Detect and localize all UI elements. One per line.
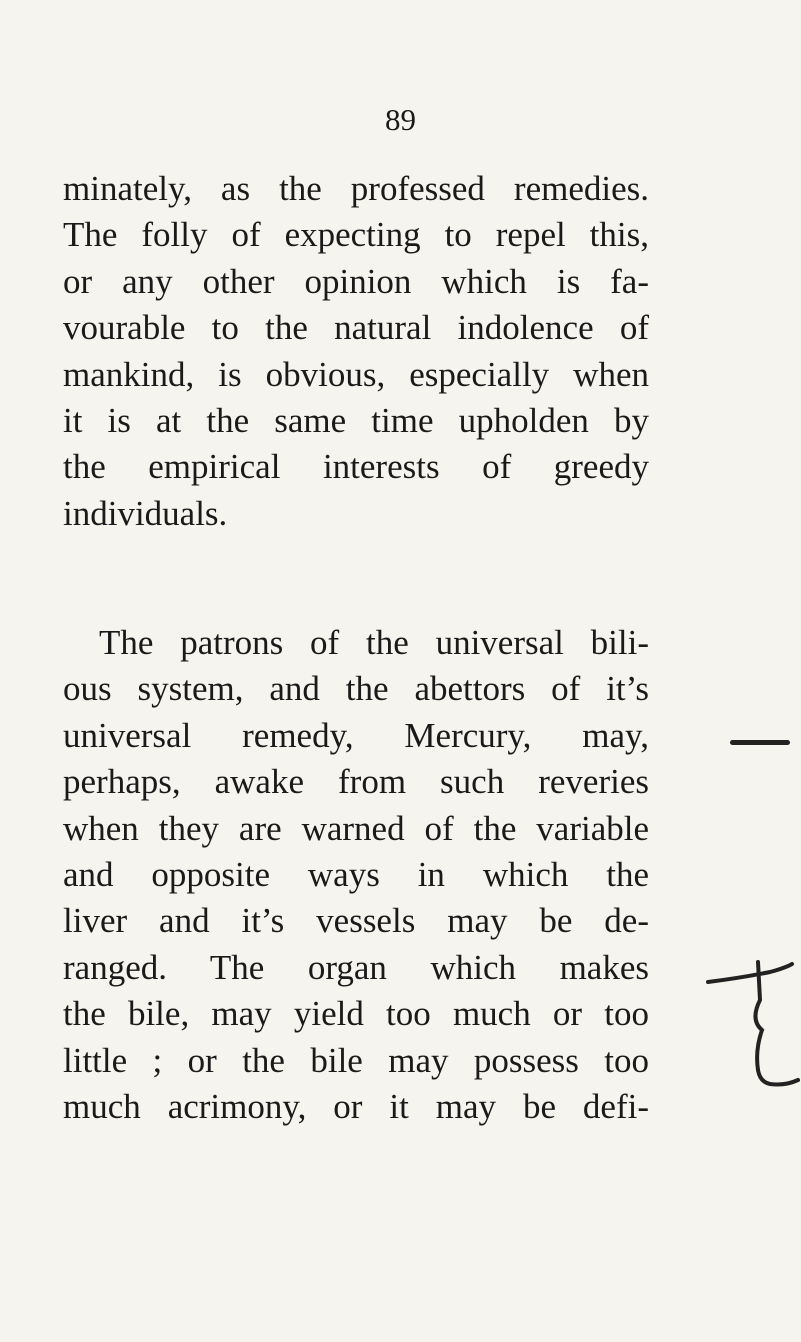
paragraph-1 — [63, 166, 649, 537]
text-line: and opposite ways in which the — [63, 854, 649, 894]
margin-bracket-mark — [700, 960, 800, 1100]
paragraph-2 — [63, 620, 649, 1130]
text-line: The patrons of the universal bili- — [99, 623, 649, 662]
text-line: the empirical interests of greedy — [63, 447, 649, 487]
text-line: ous system, and the abettors of it’s — [63, 669, 649, 709]
text-line: liver and it’s vessels may be de- — [63, 901, 649, 941]
text-line: mankind, is obvious, especially when — [63, 354, 649, 394]
text-line: it is at the same time upholden by — [63, 400, 649, 440]
text-line: the bile, may yield too much or too — [63, 994, 649, 1034]
text-line: vourable to the natural indolence of — [63, 308, 649, 348]
text-line: perhaps, awake from such reveries — [63, 762, 649, 802]
text-line: universal remedy, Mercury, may, — [63, 715, 649, 755]
margin-dash-mark — [730, 740, 790, 745]
text-line: ranged. The organ which makes — [63, 947, 649, 987]
text-line: when they are warned of the variable — [63, 808, 649, 848]
text-line: much acrimony, or it may be defi- — [63, 1086, 649, 1126]
text-line: minately, as the professed remedies. — [63, 169, 649, 208]
page-number: 89 — [385, 102, 416, 137]
text-line: or any other opinion which is fa- — [63, 261, 649, 301]
text-line: The folly of expecting to repel this, — [63, 215, 649, 255]
text-line: little ; or the bile may possess too — [63, 1040, 649, 1080]
text-line: individuals. — [63, 493, 228, 533]
